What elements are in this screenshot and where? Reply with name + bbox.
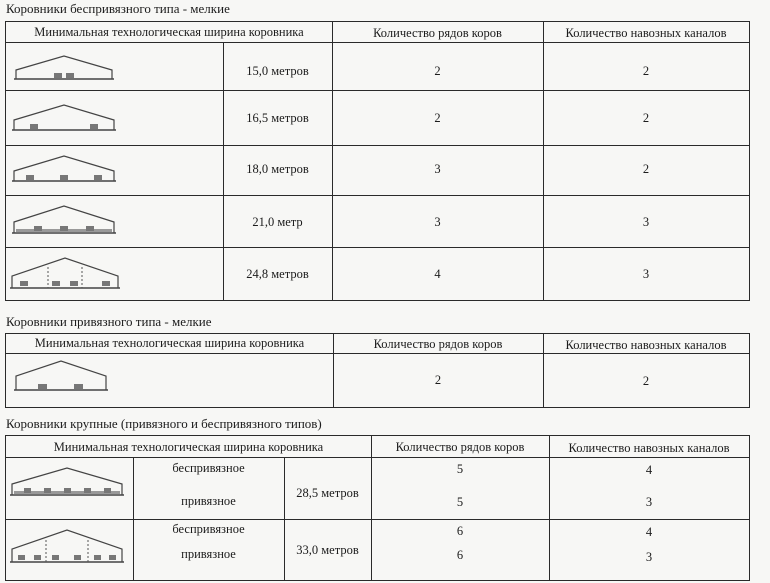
s1-row2-width: 16,5 метров xyxy=(246,111,309,125)
barn-diagram xyxy=(10,255,120,295)
s3-row2-channels-b: 3 xyxy=(645,550,653,564)
s1-row5-channels: 3 xyxy=(642,267,650,281)
s1-row1-rows: 2 xyxy=(434,64,441,78)
section1-title: Коровники беспривязного типа - мелкие xyxy=(6,1,230,16)
barn-diagram xyxy=(10,465,124,501)
s1-row3-rows: 3 xyxy=(434,162,441,176)
s3-row1-channels-b: 3 xyxy=(645,495,653,509)
s3-row1-channels-a: 4 xyxy=(645,463,653,477)
section2-title: Коровники привязного типа - мелкие xyxy=(6,314,212,329)
barn-diagram xyxy=(14,358,108,396)
s2-header-rows: Количество рядов коров xyxy=(373,337,503,351)
s2-row1-rows: 2 xyxy=(434,373,442,387)
s2-row1-channels: 2 xyxy=(642,374,650,388)
s1-row3-width: 18,0 метров xyxy=(246,162,309,176)
s1-row4-channels: 3 xyxy=(642,215,650,229)
s3-row2-type-b: привязное xyxy=(181,547,236,561)
barn-diagram xyxy=(10,527,124,569)
s3-row1-type-a: беспривязное xyxy=(172,461,245,475)
s2-header-width: Минимальная технологическая ширина коровника xyxy=(34,336,305,350)
s3-row1-rows-a: 5 xyxy=(456,462,464,476)
s3-row1-type-b: привязное xyxy=(181,494,236,508)
s1-header-width: Минимальная технологическая ширина коровника xyxy=(34,25,304,39)
s1-row4-width: 21,0 метр xyxy=(252,215,303,229)
s3-row2-type-a: беспривязное xyxy=(172,522,245,536)
s3-header-channels: Количество навозных каналов xyxy=(568,441,730,455)
section1-table xyxy=(5,21,750,301)
s2-header-channels: Количество навозных каналов xyxy=(565,338,727,352)
s1-row1-width: 15,0 метров xyxy=(246,64,309,78)
s3-row2-channels-a: 4 xyxy=(645,525,653,539)
s1-row1-channels: 2 xyxy=(642,64,650,78)
s3-row2-rows-b: 6 xyxy=(456,548,464,562)
s3-row2-width: 33,0 метров xyxy=(296,543,359,557)
s1-row2-channels: 2 xyxy=(642,111,650,125)
barn-diagram xyxy=(12,102,116,136)
s1-row4-rows: 3 xyxy=(434,215,441,229)
section3-title: Коровники крупные (привязного и беспривязного типов) xyxy=(6,416,322,431)
s1-row5-rows: 4 xyxy=(434,267,441,281)
barn-diagram xyxy=(12,153,116,187)
s1-row2-rows: 2 xyxy=(434,111,441,125)
section3-table xyxy=(5,435,750,581)
s1-header-rows: Количество рядов коров xyxy=(373,26,502,40)
s3-row1-rows-b: 5 xyxy=(456,495,464,509)
s1-row3-channels: 2 xyxy=(642,162,650,176)
s1-header-channels: Количество навозных каналов xyxy=(565,26,727,40)
s3-row2-rows-a: 6 xyxy=(456,524,464,538)
s3-header-width: Минимальная технологическая ширина коровника xyxy=(53,440,324,454)
s3-header-rows: Количество рядов коров xyxy=(395,440,525,454)
s1-row5-width: 24,8 метров xyxy=(246,267,309,281)
barn-diagram xyxy=(14,52,114,84)
section2-table xyxy=(5,333,750,408)
barn-diagram xyxy=(12,203,116,239)
s3-row1-width: 28,5 метров xyxy=(296,486,359,500)
